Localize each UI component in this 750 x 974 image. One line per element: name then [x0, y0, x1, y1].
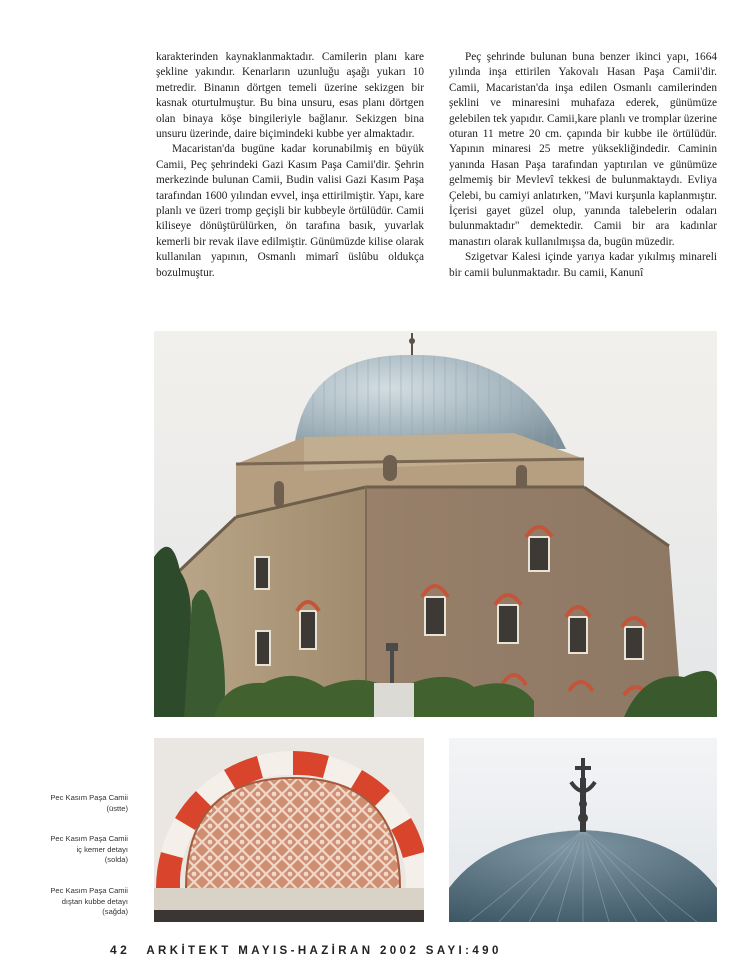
magazine-issue: ARKİTEKT MAYIS-HAZİRAN 2002 SAYI:490 — [146, 945, 502, 957]
caption-line: dıştan kubbe detayı — [61, 896, 128, 906]
paragraph: Peç şehrinde bulunan buna benzer ikinci yapı, 1664 yılında inşa ettirilen Yakovalı Hasan Paşa Camii'dir. Camii, Macaristan'da inşa edilen Osmanlı camilerinden şeklini ve minaresini muhafaza ederek, günümüze gelebilen tek yapıdır. Camii,kare planlı ve tromplar üzerine oturan 11 metre 20 cm. çapında bir kubbe ile örtülüdür. Yapının minaresi 25 metre yüksekliğindedir. Caminin yanında Hasan Paşa tarafından yaptırılan ve günümüze gelmemiş bir Mevlevî tekkesi de bulunmaktaydı. Evliya Çelebi, bu camiyi anlatırken, "Mavi kurşunla kaplanmıştır. İçerisi gayet güzel olup, yanında talebelerin odaları bulunmaktadır" demektedir. Camii bir ara kadınlar manastırı olarak kullanılmışsa da, bugün müzedir. — [449, 51, 717, 248]
photo-caption-right — [20, 886, 128, 918]
photo-caption-left — [20, 834, 128, 866]
paragraph: Szigetvar Kalesi içinde yarıya kadar yıkılmış minareli bir camii bulunmaktadır. Bu camii, Kanunî — [449, 251, 717, 279]
caption-line: Pec Kasım Paşa Camii — [50, 886, 128, 895]
caption-line: iç kemer detayı — [76, 844, 128, 854]
outer-dome-detail-photo — [449, 738, 717, 922]
page-number: 42 — [110, 943, 131, 957]
caption-line: Pec Kasım Paşa Camii — [50, 793, 128, 802]
caption-line: (solda) — [104, 855, 128, 864]
right-text-column — [449, 50, 717, 281]
paragraph: karakterinden kaynaklanmaktadır. Camilerin planı kare şekline yakındır. Kenarların uzunluğu aşağı yukarı 10 metredir. Binanın dörtgen temeli üzerine sekizgen bir kasnak oturtulmuştur. Bu bina unsuru, esas planı dörtgen olan binaya köşe bingileriyle bağlanır. Sekizgen bina unsuru üzerinde, daire biçimindeki kubbe yer almaktadır. — [156, 51, 424, 141]
caption-line: Pec Kasım Paşa Camii — [50, 834, 128, 843]
mosque-exterior-photo — [154, 331, 717, 717]
caption-line: (üstte) — [106, 803, 128, 813]
photo-caption-top — [20, 793, 128, 814]
left-text-column — [156, 50, 424, 281]
page-footer — [110, 943, 502, 957]
paragraph: Macaristan'da bugüne kadar korunabilmiş en büyük Camii, Peç şehrindeki Gazi Kasım Paşa Camii'dir. Şehrin merkezinde bulunan Camii, Budin valisi Gazi Kasım Paşa tarafından 1600 yılından evvel, inşa ettirilmiştir. Yapı, kare planlı ve üzeri tromp geçişli bir kubbeyle örtülüdür. Camii kiliseye dönüştürülürken, ön tarafına basık, yuvarlak kemerli bir revak ilave edilmiştir. Günümüzde kilise olarak kullanılan yapının, Osmanlı mimarî üslûbu oldukça bozulmuştur. — [156, 143, 424, 279]
caption-line: (sağda) — [102, 907, 128, 916]
inner-arch-detail-photo — [154, 738, 424, 922]
